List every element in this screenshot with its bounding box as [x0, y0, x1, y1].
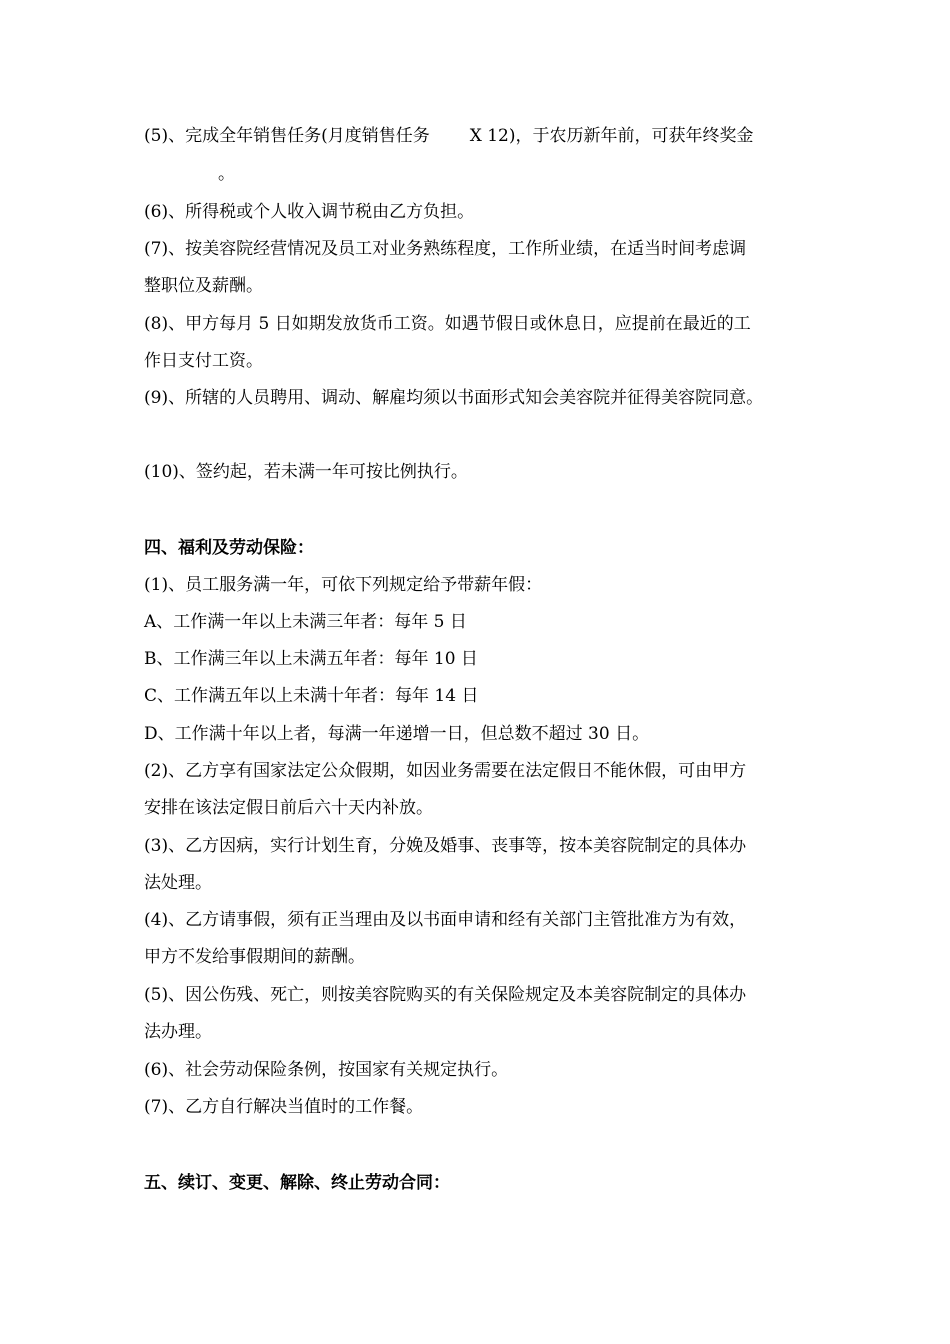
clause-3-10: (10)、签约起，若未满一年可按比例执行。 — [144, 462, 468, 482]
clause-4-D: D、工作满十年以上者，每满一年递增一日，但总数不超过 30 日。 — [144, 724, 650, 744]
clause-4-2-line2: 安排在该法定假日前后六十天内补放。 — [144, 798, 433, 818]
clause-4-3-line1: (3)、乙方因病，实行计划生育，分娩及婚事、丧事等，按本美容院制定的具体办 — [144, 836, 747, 856]
section-4-heading: 四、福利及劳动保险： — [144, 538, 314, 558]
clause-4-4-line1: (4)、乙方请事假，须有正当理由及以书面申请和经有关部门主管批准方为有效， — [144, 910, 747, 930]
clause-3-5-cont: 。 — [218, 164, 235, 184]
clause-4-5-line1: (5)、因公伤残、死亡，则按美容院购买的有关保险规定及本美容院制定的具体办 — [144, 985, 747, 1005]
clause-4-4-line2: 甲方不发给事假期间的薪酬。 — [144, 947, 365, 967]
clause-4-7: (7)、乙方自行解决当值时的工作餐。 — [144, 1097, 424, 1117]
section-5-heading: 五、续订、变更、解除、终止劳动合同： — [144, 1173, 450, 1193]
clause-3-5-part1: (5)、完成全年销售任务(月度销售任务 — [144, 126, 430, 146]
clause-3-8-line2: 作日支付工资。 — [144, 351, 263, 371]
clause-4-1: (1)、员工服务满一年，可依下列规定给予带薪年假： — [144, 575, 543, 595]
clause-3-7-line2: 整职位及薪酬。 — [144, 276, 263, 296]
clause-4-5-line2: 法办理。 — [144, 1022, 212, 1042]
clause-3-7-line1: (7)、按美容院经营情况及员工对业务熟练程度，工作所业绩，在适当时间考虑调 — [144, 239, 747, 259]
clause-3-9: (9)、所辖的人员聘用、调动、解雇均须以书面形式知会美容院并征得美容院同意。 — [144, 388, 764, 408]
clause-3-5-part2: X 12)，于农历新年前，可获年终奖金 — [469, 126, 754, 146]
clause-4-3-line2: 法处理。 — [144, 873, 212, 893]
clause-3-5 — [144, 124, 754, 148]
clause-4-C: C、工作满五年以上未满十年者：每年 14 日 — [144, 686, 479, 706]
clause-4-2-line1: (2)、乙方享有国家法定公众假期，如因业务需要在法定假日不能休假，可由甲方 — [144, 761, 747, 781]
clause-4-B: B、工作满三年以上未满五年者：每年 10 日 — [144, 649, 478, 669]
clause-3-8-line1: (8)、甲方每月 5 日如期发放货币工资。如遇节假日或休息日，应提前在最近的工 — [144, 314, 751, 334]
clause-4-6: (6)、社会劳动保险条例，按国家有关规定执行。 — [144, 1060, 509, 1080]
clause-4-A: A、工作满一年以上未满三年者：每年 5 日 — [144, 612, 467, 632]
clause-3-6: (6)、所得税或个人收入调节税由乙方负担。 — [144, 202, 475, 222]
